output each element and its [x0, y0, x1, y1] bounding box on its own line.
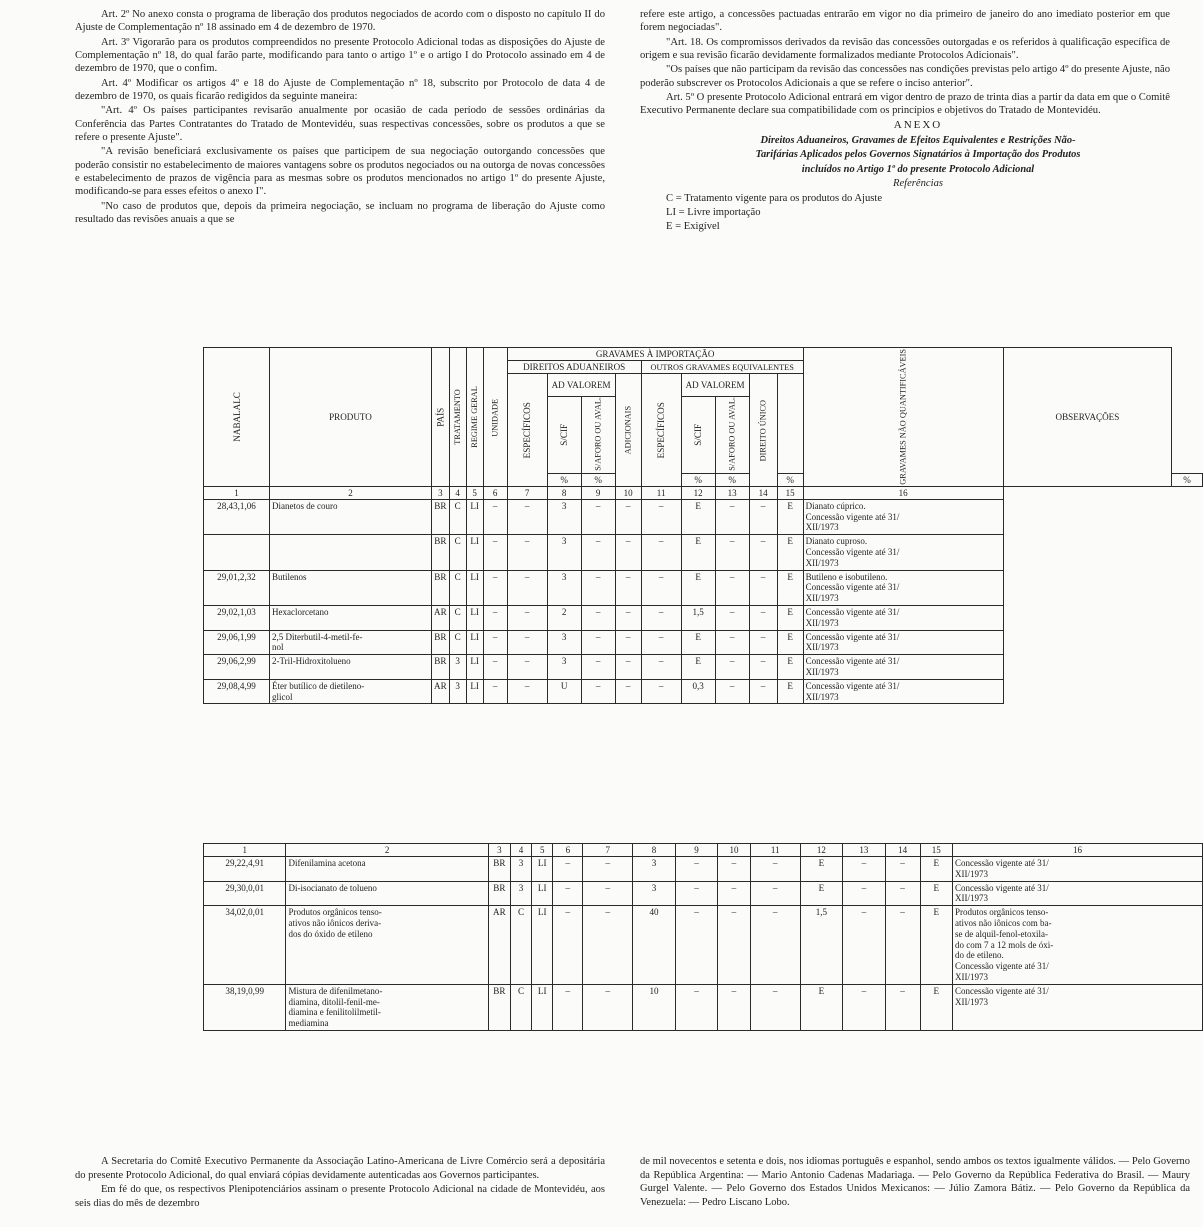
cell-especificos-1: – [507, 605, 547, 630]
cell-tratamento: C [510, 984, 531, 1030]
cell-unidade: – [553, 857, 583, 882]
cell-pais: BR [488, 984, 510, 1030]
col-adicionais: ADICIONAIS [615, 374, 641, 486]
cell-regime: LI [466, 535, 483, 570]
paragraph: Art. 3º Vigorarão para os produtos compreendidos no presente Protocolo Adicional todas as disposições do Ajuste de Complementação nº 18, do qual farão parte, modificando para tanto o artigo 1º e o artigo I do Protocolo assinado em 4 de dezembro de 1970, que o confim. [75, 36, 605, 75]
cell-direito-unico: – [749, 679, 777, 704]
cell-s-aforo-2: – [843, 881, 885, 906]
cell-s-aforo-1: – [675, 906, 717, 985]
cell-nabalalc: 29,02,1,03 [204, 605, 270, 630]
cell-s-cif-2: E [681, 499, 715, 534]
anexo-subtitle-line: Direitos Aduaneiros, Gravames de Efeitos Equivalentes e Restrições Não- [760, 134, 1076, 146]
cell-adicionais: – [615, 499, 641, 534]
col-number: 9 [675, 844, 717, 857]
col-s-aforo-1: S/AFORO OU AVAL. [581, 396, 615, 473]
cell-especificos-2: – [641, 535, 681, 570]
col-number: 11 [641, 486, 681, 499]
unit-mark: % [547, 473, 581, 486]
top-text-block [0, 8, 1203, 338]
cell-tratamento: 3 [449, 655, 466, 680]
col-observacoes: OBSERVAÇÕES [1003, 348, 1172, 487]
cell-nabalalc: 29,30,0,01 [204, 881, 286, 906]
cell-regime: LI [466, 605, 483, 630]
col-number: 3 [432, 486, 450, 499]
cell-especificos-1: – [507, 630, 547, 655]
paragraph: "Art. 18. Os compromissos derivados da revisão das concessões outorgadas e os referidos à qualificação específica de origem e sua revisão ficarão devidamente formalizados mediante Protocolos Adicionais". [640, 36, 1170, 62]
cell-s-cif-1: 10 [633, 984, 675, 1030]
col-pais: PAÍS [432, 348, 450, 487]
cell-unidade: – [483, 679, 507, 704]
cell-especificos-1: – [507, 655, 547, 680]
cell-s-aforo-2: – [715, 499, 749, 534]
cell-adicionais: – [615, 679, 641, 704]
cell-produto: Difenilamina acetona [286, 857, 488, 882]
cell-s-cif-1: 3 [547, 630, 581, 655]
col-number: 13 [715, 486, 749, 499]
group-ad-valorem-2: AD VALOREM [681, 374, 749, 396]
col-number: 8 [547, 486, 581, 499]
col-number: 6 [553, 844, 583, 857]
table-row [204, 605, 1203, 630]
cell-s-aforo-2: – [843, 984, 885, 1030]
cell-pais: AR [432, 679, 450, 704]
cell-s-cif-1: 3 [547, 499, 581, 534]
cell-s-aforo-2: – [843, 906, 885, 985]
cell-regime: LI [532, 881, 553, 906]
cell-s-cif-2: 1,5 [681, 605, 715, 630]
cell-nabalalc: 29,08,4,99 [204, 679, 270, 704]
cell-direito-unico: – [749, 499, 777, 534]
cell-gravames-nao-quant: E [777, 535, 803, 570]
cell-produto: Hexaclorcetano [270, 605, 432, 630]
cell-produto: Éter butílico de dietileno- glicol [270, 679, 432, 704]
group-gravames: GRAVAMES À IMPORTAÇÃO [507, 348, 803, 361]
cell-s-aforo-2: – [715, 535, 749, 570]
cell-tratamento: C [510, 906, 531, 985]
cell-pais: AR [488, 906, 510, 985]
cell-gravames-nao-quant: E [777, 679, 803, 704]
col-number: 13 [843, 844, 885, 857]
col-s-aforo-2: S/AFORO OU AVAL. [715, 396, 749, 473]
cell-s-cif-2: E [681, 630, 715, 655]
cell-especificos-2: – [641, 655, 681, 680]
cell-adicionais: – [718, 906, 750, 985]
cell-adicionais: – [615, 630, 641, 655]
cell-s-cif-2: 1,5 [800, 906, 842, 985]
cell-direito-unico: – [885, 984, 920, 1030]
cell-regime: LI [466, 679, 483, 704]
cell-unidade: – [553, 906, 583, 985]
cell-s-cif-2: 0,3 [681, 679, 715, 704]
col-number: 16 [803, 486, 1003, 499]
cell-unidade: – [483, 570, 507, 605]
col-number: 4 [449, 486, 466, 499]
cell-observacoes: Produtos orgânicos tenso- ativos não iônicos com ba- se de alquil-fenol-etoxila- do com 7 a 12 mols de óxi- do de etileno. Concessão vigente até 31/ XII/1973 [953, 906, 1203, 985]
cell-especificos-1: – [507, 570, 547, 605]
col-number: 4 [510, 844, 531, 857]
group-direitos-aduaneiros: DIREITOS ADUANEIROS [507, 361, 641, 374]
cell-adicionais: – [718, 857, 750, 882]
cell-regime: LI [532, 857, 553, 882]
anexo-subtitle-line: Tarifárias Aplicados pelos Governos Signatários à Importação dos Produtos [755, 149, 1081, 161]
cell-produto [270, 535, 432, 570]
cell-s-cif-2: E [800, 984, 842, 1030]
reference-item: C = Tratamento vigente para os produtos do Ajuste [666, 192, 883, 204]
col-number: 7 [583, 844, 633, 857]
cell-unidade: – [553, 881, 583, 906]
cell-adicionais: – [718, 984, 750, 1030]
cell-s-aforo-1: – [581, 535, 615, 570]
cell-unidade: – [553, 984, 583, 1030]
cell-s-aforo-2: – [843, 857, 885, 882]
unit-mark: % [1172, 473, 1203, 486]
cell-especificos-2: – [641, 605, 681, 630]
cell-adicionais: – [615, 605, 641, 630]
table-row [204, 535, 1203, 570]
paragraph: refere este artigo, a concessões pactuadas entrarão em vigor no dia primeiro de janeiro do ano imediato posterior em que forem negociadas". [640, 9, 1170, 34]
cell-especificos-2: – [641, 499, 681, 534]
cell-observacoes: Concessão vigente até 31/ XII/1973 [953, 881, 1203, 906]
cell-adicionais: – [615, 655, 641, 680]
cell-unidade: – [483, 499, 507, 534]
cell-adicionais: – [615, 535, 641, 570]
col-number: 10 [718, 844, 750, 857]
anexo-heading: ANEXO [893, 118, 943, 131]
unit-mark: % [581, 473, 615, 486]
cell-especificos-1: – [583, 906, 633, 985]
reference-item: LI = Livre importação [666, 206, 761, 218]
cell-s-cif-2: E [681, 535, 715, 570]
cell-regime: LI [532, 906, 553, 985]
col-number: 5 [466, 486, 483, 499]
cell-pais: BR [432, 570, 450, 605]
cell-regime: LI [466, 655, 483, 680]
cell-pais: AR [432, 605, 450, 630]
col-direito-unico: DIREITO ÚNICO [749, 374, 777, 486]
cell-observacoes: Dianato cuproso. Concessão vigente até 31/ XII/1973 [803, 535, 1003, 570]
table-row [204, 570, 1203, 605]
cell-s-aforo-1: – [581, 655, 615, 680]
col-number: 1 [204, 844, 286, 857]
cell-nabalalc: 38,19,0,99 [204, 984, 286, 1030]
cell-produto: Mistura de difenilmetano- diamina, ditolil-fenil-me- diamina e fenilitolilmetil- mediamina [286, 984, 488, 1030]
cell-regime: LI [532, 984, 553, 1030]
cell-direito-unico: – [749, 605, 777, 630]
cell-s-aforo-1: – [581, 630, 615, 655]
cell-s-aforo-2: – [715, 570, 749, 605]
cell-s-aforo-1: – [581, 679, 615, 704]
col-number: 12 [681, 486, 715, 499]
cell-unidade: – [483, 630, 507, 655]
cell-s-aforo-1: – [581, 605, 615, 630]
cell-especificos-2: – [750, 906, 800, 985]
cell-nabalalc: 29,22,4,91 [204, 857, 286, 882]
column-number-row [204, 486, 1203, 499]
cell-s-aforo-2: – [715, 655, 749, 680]
table-row [204, 630, 1203, 655]
col-number: 15 [920, 844, 952, 857]
cell-s-aforo-1: – [675, 857, 717, 882]
col-number: 11 [750, 844, 800, 857]
cell-especificos-2: – [641, 630, 681, 655]
col-number: 14 [749, 486, 777, 499]
cell-direito-unico: – [885, 881, 920, 906]
col-number: 15 [777, 486, 803, 499]
col-number: 6 [483, 486, 507, 499]
cell-pais: BR [432, 499, 450, 534]
concessions-table [203, 347, 1203, 704]
bottom-left-column [75, 1155, 605, 1212]
table-row [204, 499, 1203, 534]
cell-pais: BR [488, 881, 510, 906]
cell-produto: 2,5 Diterbutil-4-metil-fe- nol [270, 630, 432, 655]
cell-s-cif-1: 3 [633, 881, 675, 906]
col-especificos-1: ESPECÍFICOS [507, 374, 547, 486]
cell-produto: Butilenos [270, 570, 432, 605]
cell-direito-unico: – [749, 630, 777, 655]
cell-direito-unico: – [885, 857, 920, 882]
cell-s-aforo-2: – [715, 630, 749, 655]
references-heading: Referências [892, 178, 943, 190]
cell-observacoes: Butileno e isobutileno. Concessão vigente até 31/ XII/1973 [803, 570, 1003, 605]
col-especificos-2: ESPECÍFICOS [641, 374, 681, 486]
anexo-subtitle-line: incluídos no Artigo 1º do presente Protocolo Adicional [801, 163, 1035, 175]
group-ad-valorem-1: AD VALOREM [547, 374, 615, 396]
col-number: 3 [488, 844, 510, 857]
col-s-cif-2: S/CIF [681, 396, 715, 473]
cell-especificos-1: – [507, 679, 547, 704]
cell-s-cif-2: E [800, 881, 842, 906]
col-s-cif-1: S/CIF [547, 396, 581, 473]
col-number: 5 [532, 844, 553, 857]
cell-especificos-2: – [641, 679, 681, 704]
cell-tratamento: C [449, 570, 466, 605]
col-number: 2 [286, 844, 488, 857]
unit-mark: % [681, 473, 715, 486]
cell-direito-unico: – [749, 570, 777, 605]
concessions-table-continued [203, 843, 1203, 1031]
cell-s-aforo-1: – [675, 881, 717, 906]
cell-observacoes: Concessão vigente até 31/ XII/1973 [803, 679, 1003, 704]
right-text-column [640, 8, 1170, 235]
col-tratamento: TRATAMENTO [449, 348, 466, 487]
cell-nabalalc: 29,01,2,32 [204, 570, 270, 605]
cell-produto: Dianetos de couro [270, 499, 432, 534]
cell-tratamento: 3 [510, 881, 531, 906]
cell-s-aforo-1: – [581, 570, 615, 605]
cell-especificos-1: – [507, 499, 547, 534]
table-row [204, 679, 1203, 704]
table-row [204, 655, 1203, 680]
cell-observacoes: Concessão vigente até 31/ XII/1973 [953, 984, 1203, 1030]
cell-pais: BR [488, 857, 510, 882]
paragraph: Art. 2º No anexo consta o programa de liberação dos produtos negociados de acordo com o disposto no capítulo II do Ajuste de Complementação nº 18 assinado em 4 de dezembro de 1970. [75, 9, 605, 34]
col-nabalalc: NABALALC [204, 348, 270, 487]
cell-gravames-nao-quant: E [777, 605, 803, 630]
cell-s-cif-1: U [547, 679, 581, 704]
cell-nabalalc: 29,06,2,99 [204, 655, 270, 680]
cell-gravames-nao-quant: E [777, 570, 803, 605]
cell-observacoes: Concessão vigente até 31/ XII/1973 [803, 605, 1003, 630]
col-number: 7 [507, 486, 547, 499]
cell-especificos-2: – [750, 857, 800, 882]
cell-adicionais: – [718, 881, 750, 906]
cell-nabalalc: 34,02,0,01 [204, 906, 286, 985]
cell-nabalalc: 28,43,1,06 [204, 499, 270, 534]
cell-observacoes: Dianato cúprico. Concessão vigente até 31/ XII/1973 [803, 499, 1003, 534]
unit-mark: % [777, 473, 803, 486]
cell-pais: BR [432, 655, 450, 680]
cell-unidade: – [483, 655, 507, 680]
col-produto: PRODUTO [270, 348, 432, 487]
table-row [204, 906, 1203, 985]
bottom-right-column [640, 1155, 1190, 1211]
cell-adicionais: – [615, 570, 641, 605]
cell-direito-unico: – [749, 535, 777, 570]
paragraph: "A revisão beneficiará exclusivamente os países que participem de sua negociação outorgando concessões que poderão consistir no estabelecimento de maiores vantagens sobre os produtos negociados ou na outorga de novas concessões e estabelecimento de prazos de vigência para as mesmas sobre os produtos mencionados no artigo 1º do presente Ajuste, modificando-se para esses efeitos o anexo I". [75, 146, 605, 198]
cell-s-aforo-1: – [675, 984, 717, 1030]
cell-regime: LI [466, 570, 483, 605]
cell-gravames-nao-quant: E [777, 630, 803, 655]
cell-s-cif-2: E [681, 655, 715, 680]
cell-tratamento: 3 [449, 679, 466, 704]
cell-direito-unico: – [885, 906, 920, 985]
cell-gravames-nao-quant: E [777, 499, 803, 534]
cell-s-cif-1: 3 [547, 535, 581, 570]
col-number: 10 [615, 486, 641, 499]
col-unidade: UNIDADE [483, 348, 507, 487]
paragraph: Em fé do que, os respectivos Plenipotenciários assinam o presente Protocolo Adicional na cidade de Montevidéu, aos seis dias do mês de dezembro [75, 1184, 605, 1209]
cell-s-aforo-1: – [581, 499, 615, 534]
cell-unidade: – [483, 605, 507, 630]
paragraph: "Art. 4º Os países participantes revisarão anualmente por ocasião de cada período de sessões ordinárias da Conferência das Partes Contratantes do Tratado de Montevidéu, suas respectivas concessões, sobre os produtos a que se refere o presente Ajuste". [75, 105, 605, 144]
cell-especificos-1: – [583, 984, 633, 1030]
table-row [204, 857, 1203, 882]
cell-especificos-2: – [641, 570, 681, 605]
table-row [204, 881, 1203, 906]
cell-s-aforo-2: – [715, 605, 749, 630]
cell-s-aforo-2: – [715, 679, 749, 704]
paragraph: "No caso de produtos que, depois da primeira negociação, se incluam no programa de liberação do Ajuste como resultado das revisões anuais a que se [75, 200, 605, 226]
cell-especificos-2: – [750, 984, 800, 1030]
cell-gravames-nao-quant: E [920, 881, 952, 906]
cell-s-cif-1: 3 [547, 655, 581, 680]
cell-especificos-1: – [583, 881, 633, 906]
cell-tratamento: C [449, 499, 466, 534]
col-number: 2 [270, 486, 432, 499]
cell-s-cif-1: 3 [547, 570, 581, 605]
unit-mark: % [715, 473, 749, 486]
col-number: 12 [800, 844, 842, 857]
paragraph: Art. 5º O presente Protocolo Adicional entrará em vigor dentro de prazo de trinta dias a partir da data em que o Comitê Executivo Permanente declare sua compatibilidade com os princípios e objetivos do Tratado de Montevidéu. [640, 92, 1170, 117]
cell-especificos-2: – [750, 881, 800, 906]
cell-gravames-nao-quant: E [920, 857, 952, 882]
cell-nabalalc: 29,06,1,99 [204, 630, 270, 655]
col-regime-geral: REGIME GERAL [466, 348, 483, 487]
cell-s-cif-1: 2 [547, 605, 581, 630]
paragraph: Art. 4º Modificar os artigos 4º e 18 do Ajuste de Complementação nº 18, subscrito por Protocolo de data 4 de dezembro de 1970, os quais ficarão redigidos da seguinte maneira: [75, 77, 605, 103]
cell-observacoes: Concessão vigente até 31/ XII/1973 [953, 857, 1203, 882]
cell-pais: BR [432, 535, 450, 570]
cell-s-cif-2: E [681, 570, 715, 605]
cell-nabalalc [204, 535, 270, 570]
column-number-row [204, 844, 1203, 857]
cell-especificos-1: – [507, 535, 547, 570]
col-number: 8 [633, 844, 675, 857]
cell-tratamento: 3 [510, 857, 531, 882]
cell-observacoes: Concessão vigente até 31/ XII/1973 [803, 655, 1003, 680]
cell-observacoes: Concessão vigente até 31/ XII/1973 [803, 630, 1003, 655]
reference-item: E = Exigível [666, 221, 720, 233]
col-number: 9 [581, 486, 615, 499]
group-outros-gravames: OUTROS GRAVAMES EQUIVALENTES [641, 361, 803, 374]
cell-gravames-nao-quant: E [777, 655, 803, 680]
signatories-paragraph: de mil novecentos e setenta e dois, nos idiomas português e espanhol, sendo ambos os textos igualmente válidos. — Pelo Governo da República Argentina: — Mario Antonio Cadenas Madariaga. — Pelo Governo da República Federativa do Brasil. — Maury Gurgel Valente. — Pelo Governo dos Estados Unidos Mexicanos: — Júlio Zamora Bátiz. — Pelo Governo da República da Venezuela: — Pedro Liscano Lobo. [640, 1156, 1190, 1208]
col-number: 16 [953, 844, 1203, 857]
bottom-text-block [0, 1155, 1203, 1227]
cell-gravames-nao-quant: E [920, 906, 952, 985]
col-gravames-nao-quantificaveis: GRAVAMES NÃO QUANTIFICÁVEIS [803, 348, 1003, 487]
cell-produto: Di-isocianato de tolueno [286, 881, 488, 906]
cell-pais: BR [432, 630, 450, 655]
cell-direito-unico: – [749, 655, 777, 680]
cell-s-cif-2: E [800, 857, 842, 882]
cell-produto: 2-Tril-Hidroxitolueno [270, 655, 432, 680]
cell-unidade: – [483, 535, 507, 570]
cell-s-cif-1: 40 [633, 906, 675, 985]
cell-gravames-nao-quant: E [920, 984, 952, 1030]
cell-tratamento: C [449, 630, 466, 655]
table-row [204, 984, 1203, 1030]
cell-produto: Produtos orgânicos tenso- ativos não iônicos deriva- dos do óxido de etileno [286, 906, 488, 985]
cell-especificos-1: – [583, 857, 633, 882]
cell-tratamento: C [449, 535, 466, 570]
cell-s-cif-1: 3 [633, 857, 675, 882]
left-text-column [75, 8, 605, 228]
cell-regime: LI [466, 630, 483, 655]
cell-tratamento: C [449, 605, 466, 630]
col-number: 14 [885, 844, 920, 857]
col-number: 1 [204, 486, 270, 499]
paragraph: "Os países que não participam da revisão das concessões nas condições previstas pelo artigo 4º do presente Ajuste, não poderão subscrever os Protocolos Adicionais a que se refere o inciso anterior". [640, 64, 1170, 89]
paragraph: A Secretaria do Comitê Executivo Permanente da Associação Latino-Americana de Livre Comércio será a depositária do presente Protocolo Adicional, do qual enviará cópias devidamente autenticadas aos Governos participantes. [75, 1156, 605, 1181]
cell-regime: LI [466, 499, 483, 534]
